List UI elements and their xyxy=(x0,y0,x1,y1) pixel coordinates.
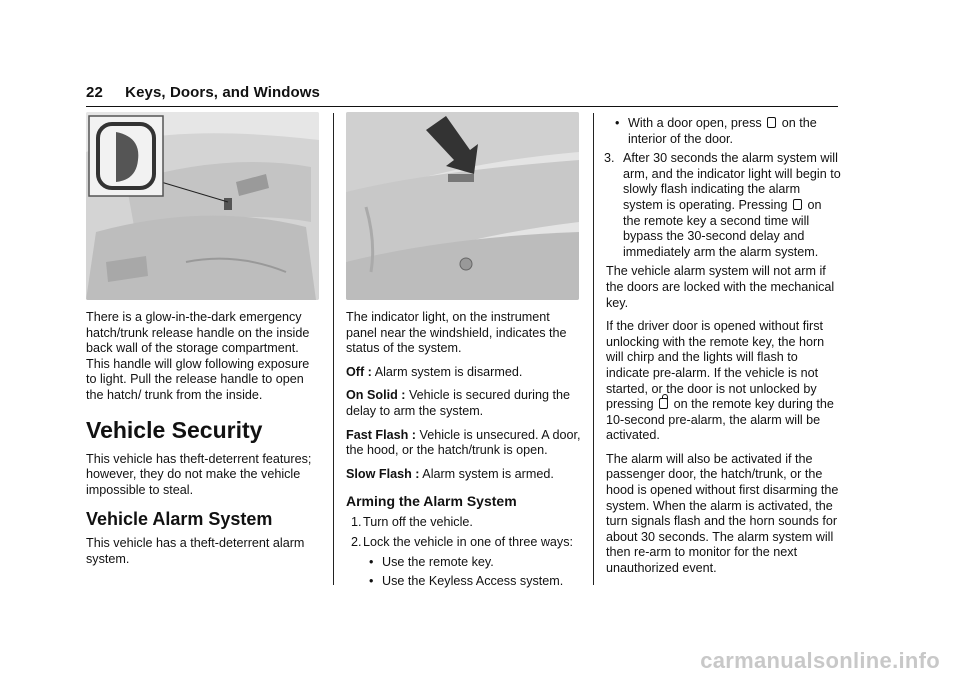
section-title: Keys, Doors, and Windows xyxy=(125,84,320,101)
column-2 xyxy=(346,112,582,594)
security-text: This vehicle has theft-deterrent features; however, they do not make the vehicle impossible to steal. xyxy=(86,451,312,497)
step-2: 2. Lock the vehicle in one of three ways: xyxy=(351,534,574,549)
arming-heading: Arming the Alarm System xyxy=(346,493,517,510)
header-rule xyxy=(86,106,838,107)
column-1 xyxy=(86,112,322,576)
trunk-release-illustration xyxy=(86,112,319,300)
mechanical-key-text: The vehicle alarm system will not arm if the doors are locked with the mechanical key. xyxy=(606,264,835,310)
bullet-text: Use the Keyless Access system. xyxy=(382,574,564,589)
vehicle-security-heading: Vehicle Security xyxy=(86,416,263,443)
indicator-light-illustration xyxy=(346,112,579,300)
state-desc: Alarm system is armed. xyxy=(419,466,554,481)
column-divider-1 xyxy=(333,113,334,585)
bullet-text: Use the remote key. xyxy=(382,554,494,569)
pre-alarm-text xyxy=(606,319,842,444)
state-term: On Solid : xyxy=(346,388,406,403)
step-text: After 30 seconds the alarm system will arm, and the indicator light will begin to slowly flash indicating the alarm system is operating. Pressing xyxy=(623,151,841,212)
lock-icon xyxy=(767,117,776,128)
state-desc: Alarm system is disarmed. xyxy=(371,364,523,379)
step-1: 1. Turn off the vehicle. xyxy=(351,515,473,530)
page-header xyxy=(86,84,320,101)
column-3 xyxy=(606,112,842,585)
state-desc: Vehicle is secured during the delay to arm the system. xyxy=(346,388,570,418)
state-term: Fast Flash : xyxy=(346,427,416,442)
state-off xyxy=(346,365,582,381)
state-slow-flash xyxy=(346,467,582,483)
state-term: Off : xyxy=(346,364,372,379)
state-term: Slow Flash : xyxy=(346,466,420,481)
step-3: 3. After 30 seconds the alarm system will arm, and the indicator light will begin to slowly flash indicating the alarm system is operating. Pressing on the remote key a second time will bypass the 30-second delay and immediately arm the alarm system. xyxy=(604,151,841,259)
arming-steps xyxy=(346,515,582,589)
step-text: Turn off the vehicle. xyxy=(363,515,473,530)
bullet-keyless-access: • Use the Keyless Access system. xyxy=(369,574,564,589)
step-text-cont: on the remote key a second time will bypass the 30-second delay and immediately arm the alarm system. xyxy=(623,197,822,259)
state-desc: Vehicle is unsecured. A door, the hood, or the hatch/trunk is open. xyxy=(346,427,581,458)
pre-alarm-text-a: If the driver door is opened without first unlocking with the remote key, the horn will chirp and the lights will flash to indicate pre-alarm. If the vehicle is not started, or the door is not unlocked by pressing xyxy=(606,319,825,412)
bullet-text-cont: on the interior of the door. xyxy=(628,116,817,146)
alarm-activation-text: The alarm will also be activated if the passenger door, the hatch/trunk, or the hood is opened without first disarming the system. When the alarm is activated, the turn signals flash and the horn sounds for about 30 seconds. The alarm system will then re-arm to monitor for the next unauthorized event. xyxy=(606,451,839,576)
bullet-remote-key: • Use the remote key. xyxy=(369,554,494,569)
alarm-system-heading: Vehicle Alarm System xyxy=(86,509,273,530)
bullet-door-open: • With a door open, press on the interior of the door. xyxy=(615,116,817,146)
alarm-system-text: This vehicle has a theft-deterrent alarm system. xyxy=(86,536,305,566)
lock-icon xyxy=(793,199,802,210)
watermark: carmanualsonline.info xyxy=(700,648,940,673)
indicator-text: The indicator light, on the instrument panel near the windshield, indicates the status of the system. xyxy=(346,310,567,356)
unlock-icon xyxy=(659,398,668,409)
step-text: Lock the vehicle in one of three ways: xyxy=(363,534,574,549)
state-on-solid xyxy=(346,388,582,419)
release-handle-text: There is a glow-in-the-dark emergency hatch/trunk release handle on the inside back wall of the storage compartment. This handle will glow following exposure to light. Pull the release handle to open the hatch/ trunk from the inside. xyxy=(86,310,310,402)
column-divider-2 xyxy=(593,113,594,585)
pre-alarm-text-b: on the remote key during the 10-second pre-alarm, the alarm will be activated. xyxy=(606,397,834,443)
page-number: 22 xyxy=(86,84,103,101)
state-fast-flash xyxy=(346,428,582,459)
bullet-text: With a door open, press xyxy=(628,116,762,130)
